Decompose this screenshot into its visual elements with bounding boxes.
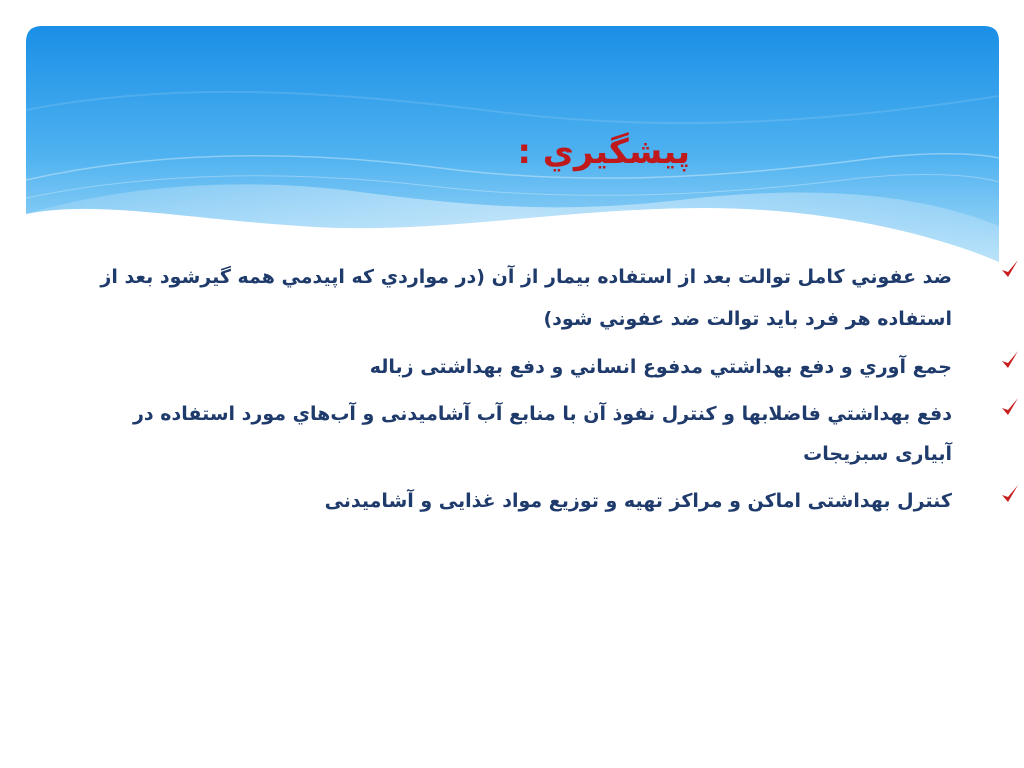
check-icon: [1000, 483, 1020, 505]
check-icon: [1000, 349, 1020, 371]
check-icon: [1000, 258, 1020, 280]
slide-title: پيشگيري :: [517, 132, 690, 172]
list-item: [80, 347, 1020, 387]
bullet-text: جمع آوري و دفع بهداشتي مدفوع انساني و دفع بهداشتی زباله: [369, 356, 952, 378]
bullet-text: دفع بهداشتي فاضلابها و كنترل نفوذ آن با منابع آب آشاميدنی و آب‌هاي مورد استفاده در آبياری سبزيجات: [132, 403, 952, 465]
check-icon: [1000, 396, 1020, 418]
list-item: [80, 481, 1020, 521]
bullet-text: ضد عفوني كامل توالت بعد از استفاده بيمار از آن (در مواردي كه اپيدمي همه گيرشود بعد از استفاده هر فرد بايد توالت ضد عفوني شود): [100, 266, 952, 330]
bullet-list: [80, 256, 1020, 521]
bullet-text: کنترل بهداشتی اماکن و مراکز تهیه و توزیع مواد غذایی و آشامیدنی: [324, 490, 952, 512]
list-item: [80, 256, 1020, 340]
list-item: [80, 394, 1020, 474]
